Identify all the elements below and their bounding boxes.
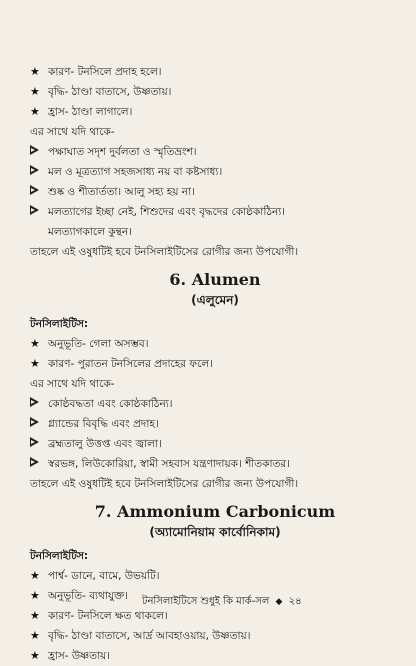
arrow-icon [30,454,48,474]
list-item [30,646,400,666]
star-icon: ★ [30,357,40,370]
page-number: ২৪ [288,596,302,607]
star-icon: ★ [30,337,40,350]
arrow-icon [30,394,48,414]
list-item [30,62,400,82]
item-text: পক্ষাঘাত সদৃশ দুর্বলতা ও স্মৃতিভ্রংশ। [48,146,197,158]
list-item [30,182,400,202]
arrow-icon [30,182,48,202]
list-item [30,102,400,122]
page-content [30,62,400,666]
item-text: অনুভূতি- গেলা অসম্ভব। [48,338,149,350]
list-item [30,334,400,354]
remedy-subtitle: (এলুমেন) [191,293,239,307]
star-icon: ★ [30,649,40,662]
arrow-icon [30,414,48,434]
remedy-subtitle: (অ্যামোনিয়াম কার্বোনিকাম) [149,525,281,539]
item-text: হ্রাস- উষ্ণতায়। [48,650,111,662]
item-text: স্বরভঙ্গ, লিউকোরিয়া, স্বামী সহবাস যন্ত্রণাদায়ক। শীতকাতর। [48,458,290,470]
arrow-icon [30,142,48,162]
item-text: অনুভূতি- ব্যথাযুক্ত। [48,590,128,602]
footer-title: টনসিলাইটিসে শুধুই কি মার্ক-সল [142,596,270,607]
item-text: বৃদ্ধি- ঠাণ্ডা বাতাসে, আর্দ্র আবহাওয়ায়, উষ্ণতায়। [48,630,251,642]
list-item [30,202,400,222]
top-section [30,62,400,262]
arrow-icon [30,202,48,222]
conclusion-text: তাহলে এই ওষুধটিই হবে টনসিলাইটিসের রোগীর জন্য উপযোগী। [30,478,299,490]
remedy-title: 7. Ammonium Carbonicum [94,502,336,521]
star-icon: ★ [30,85,40,98]
list-item [30,414,400,434]
item-text: গ্ল্যান্ডের বিবৃদ্ধি এবং প্রদাহ। [48,418,159,430]
remedy-title: 6. Alumen [169,270,261,289]
item-text: পার্শ্ব- ডানে, বামে, উভয়টি। [48,570,160,582]
arrow-icon [30,434,48,454]
item-text: শুষ্ক ও শীতার্ততা। আলু সহ্য হয় না। [48,186,195,198]
item-text: হ্রাস- ঠাণ্ডা লাগালে। [48,106,133,118]
section-label: টনসিলাইটিস: [30,550,89,562]
item-text: বৃদ্ধি- ঠাণ্ডা বাতাসে, উষ্ণতায়। [48,86,172,98]
item-text: ব্রহ্মতালু উত্তপ্ত এবং জ্বালা। [48,438,162,450]
star-icon: ★ [30,589,40,602]
list-item [30,82,400,102]
item-text: কোষ্ঠবদ্ধতা এবং কোষ্ঠকাঠিন্য। [48,398,173,410]
star-icon: ★ [30,629,40,642]
continuation-text: মলত্যাগকালে কুন্থন। [48,226,132,238]
star-icon: ★ [30,65,40,78]
arrow-icon [30,162,48,182]
intro-text: এর সাথে যদি থাকে- [30,378,115,390]
page-footer [142,594,302,611]
star-icon: ★ [30,105,40,118]
list-item [30,394,400,414]
star-icon: ★ [30,609,40,622]
item-text: কারণ- টনসিলে ক্ষত থাকলে। [48,610,168,622]
list-item [30,142,400,162]
item-text: কারণ- টনসিলে প্রদাহ হলে। [48,66,162,78]
diamond-icon: ◆ [275,597,283,607]
list-item [30,454,400,474]
list-item [30,566,400,586]
item-text: মল ও মূত্রত্যাগ সহজসাধ্য নয় বা কষ্টসাধ্য। [48,166,223,178]
list-item [30,434,400,454]
item-text: মলত্যাগের ইচ্ছা নেই, শিশুদের এবং বৃদ্ধদের কোষ্ঠকাঠিন্য। [48,206,286,218]
ammonium-section [30,502,400,666]
star-icon: ★ [30,569,40,582]
intro-text: এর সাথে যদি থাকে- [30,126,115,138]
conclusion-text: তাহলে এই ওষুধটিই হবে টনসিলাইটিসের রোগীর জন্য উপযোগী। [30,246,299,258]
item-text: কারণ- পুরাতন টনসিলের প্রদাহের ফলে। [48,358,213,370]
list-item [30,162,400,182]
section-label: টনসিলাইটিস: [30,318,89,330]
list-item [30,354,400,374]
alumen-section [30,270,400,494]
list-item [30,626,400,646]
